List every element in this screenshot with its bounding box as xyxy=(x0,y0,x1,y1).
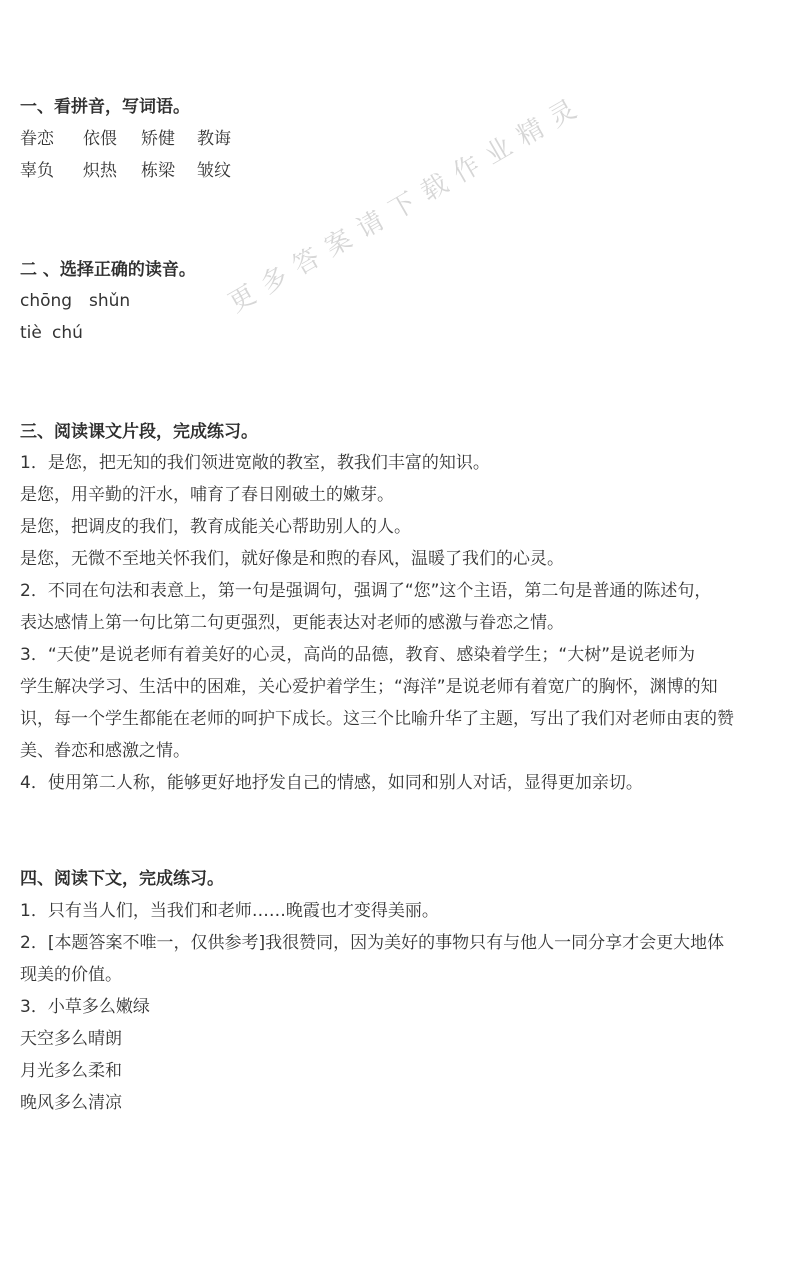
word-row-2 xyxy=(20,160,780,182)
answer-line: 2．[本题答案不唯一，仅供参考]我很赞同，因为美好的事物只有与他人一同分享才会更大地体 xyxy=(20,933,725,953)
word: 依偎 xyxy=(83,129,117,149)
answer-line: 3．小草多么嫩绿 xyxy=(20,997,150,1017)
watermark: 更多答案请下载作业精灵 xyxy=(223,89,592,319)
word: 眷恋 xyxy=(20,129,54,149)
answer-line: 4．使用第二人称，能够更好地抒发自己的情感，如同和别人对话，显得更加亲切。 xyxy=(20,773,643,793)
answer-line: 1．只有当人们，当我们和老师……晚霞也才变得美丽。 xyxy=(20,901,439,921)
answer-line: 识，每一个学生都能在老师的呵护下成长。这三个比喻升华了主题，写出了我们对老师由衷的赞 xyxy=(20,709,734,729)
section3-heading: 三、阅读课文片段，完成练习。 xyxy=(20,422,258,442)
answer-line: 是您，把调皮的我们，教育成能关心帮助别人的人。 xyxy=(20,517,411,537)
pinyin: shǔn xyxy=(89,291,131,311)
pinyin: tiè xyxy=(20,323,42,343)
answer-line: 是您，用辛勤的汗水，哺育了春日刚破土的嫩芽。 xyxy=(20,485,394,505)
pinyin-row-1 xyxy=(20,290,780,312)
word: 栋梁 xyxy=(141,161,175,181)
answer-line: 天空多么晴朗 xyxy=(20,1029,122,1049)
answer-line: 学生解决学习、生活中的困难，关心爱护着学生；“海洋”是说老师有着宽广的胸怀，渊博的知 xyxy=(20,677,718,697)
word: 炽热 xyxy=(83,161,117,181)
answer-line: 月光多么柔和 xyxy=(20,1061,122,1081)
pinyin-row-2 xyxy=(20,322,780,344)
answer-line: 晚风多么清凉 xyxy=(20,1093,122,1113)
answer-line: 3．“天使”是说老师有着美好的心灵，高尚的品德，教育、感染着学生；“大树”是说老师为 xyxy=(20,645,696,665)
word: 教诲 xyxy=(197,129,231,149)
answer-line: 1．是您，把无知的我们领进宽敞的教室，教我们丰富的知识。 xyxy=(20,453,490,473)
word-row-1 xyxy=(20,128,780,150)
section2-heading: 二 、选择正确的读音。 xyxy=(20,260,196,280)
section1-heading: 一、看拼音，写词语。 xyxy=(20,97,190,117)
answer-line: 是您，无微不至地关怀我们，就好像是和煦的春风，温暖了我们的心灵。 xyxy=(20,549,564,569)
word: 皱纹 xyxy=(197,161,231,181)
pinyin: chōng xyxy=(20,291,73,311)
answer-line: 表达感情上第一句比第二句更强烈，更能表达对老师的感激与眷恋之情。 xyxy=(20,613,564,633)
section4-heading: 四、阅读下文，完成练习。 xyxy=(20,869,224,889)
word: 辜负 xyxy=(20,161,54,181)
answer-line: 美、眷恋和感激之情。 xyxy=(20,741,190,761)
answer-line: 现美的价值。 xyxy=(20,965,122,985)
word: 矫健 xyxy=(141,129,175,149)
answer-line: 2．不同在句法和表意上，第一句是强调句，强调了“您”这个主语，第二句是普通的陈述句， xyxy=(20,581,712,601)
pinyin: chú xyxy=(52,323,83,343)
